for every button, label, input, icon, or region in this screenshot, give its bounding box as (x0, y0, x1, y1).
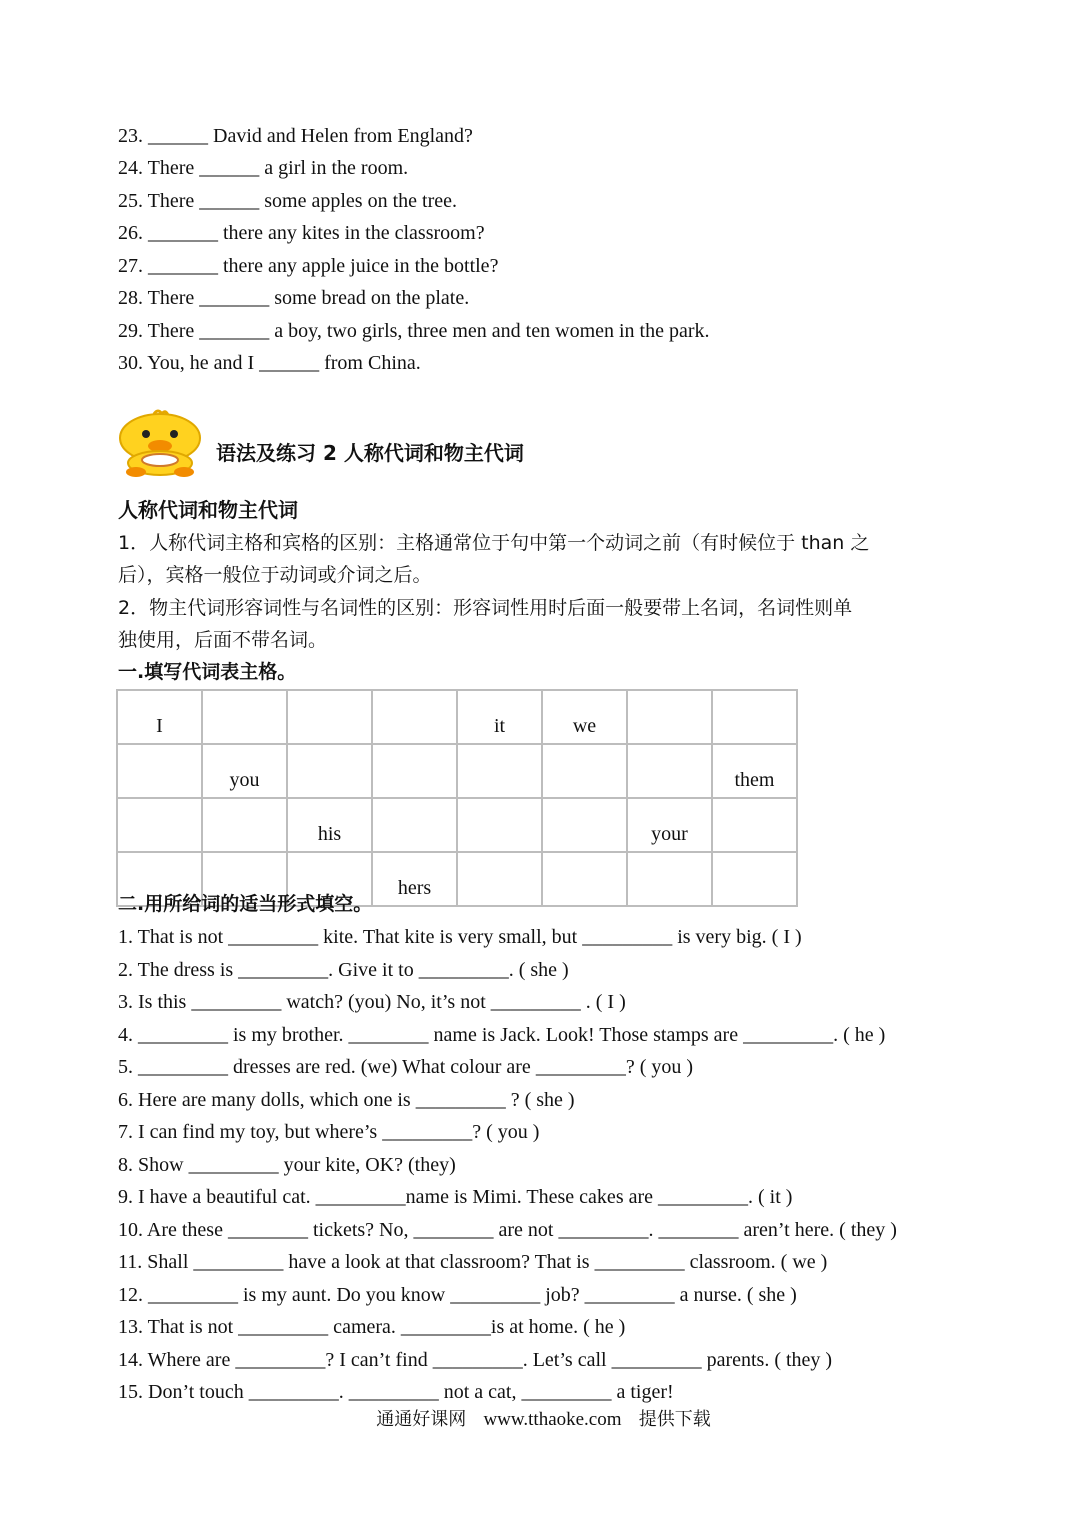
table-cell (202, 690, 287, 744)
exercise-item-6: 6. Here are many dolls, which one is _________ ? ( she ) (118, 1089, 575, 1111)
footer-download-note: 提供下载 (638, 1409, 711, 1430)
table-cell: your (627, 798, 712, 852)
footer-url-link[interactable]: www.tthaoke.com (483, 1409, 622, 1430)
table-cell (287, 690, 372, 744)
table-cell (457, 852, 542, 906)
question-27: 27. _______ there any apple juice in the bottle? (118, 255, 499, 277)
table-cell (457, 744, 542, 798)
exercise-item-10: 10. Are these ________ tickets? No, ________ are not _________. ________ aren’t here. ( they ) (118, 1219, 897, 1241)
exercise-item-9: 9. I have a beautiful cat. _________name is Mimi. These cakes are _________. ( it ) (118, 1186, 793, 1208)
exercise-item-12: 12. _________ is my aunt. Do you know _________ job? _________ a nurse. ( she ) (118, 1284, 797, 1306)
exercise-item-8: 8. Show _________ your kite, OK? (they) (118, 1154, 456, 1176)
question-28: 28. There _______ some bread on the plate. (118, 287, 470, 309)
table-cell: we (542, 690, 627, 744)
table-cell (542, 852, 627, 906)
exercise-item-11: 11. Shall _________ have a look at that classroom? That is _________ classroom. ( we ) (118, 1251, 828, 1273)
table-cell (712, 852, 797, 906)
table-cell (712, 690, 797, 744)
question-24: 24. There ______ a girl in the room. (118, 157, 409, 179)
table-cell (457, 798, 542, 852)
exercise-item-5: 5. _________ dresses are red. (we) What colour are _________? ( you ) (118, 1056, 694, 1078)
table-cell: his (287, 798, 372, 852)
table-cell: hers (372, 852, 457, 906)
note-2-line-1: 2．物主代词形容词性与名词性的区别：形容词性用时后面一般要带上名词，名词性则单 (118, 597, 853, 619)
section-title: 语法及练习 2 人称代词和物主代词 (216, 441, 524, 465)
question-26: 26. _______ there any kites in the classroom? (118, 222, 485, 244)
note-1-line-2: 后），宾格一般位于动词或介词之后。 (118, 564, 432, 586)
exercise-item-4: 4. _________ is my brother. ________ name is Jack. Look! Those stamps are _________. ( he ) (118, 1024, 886, 1046)
table-cell: it (457, 690, 542, 744)
exercise-item-7: 7. I can find my toy, but where’s _________? ( you ) (118, 1121, 540, 1143)
table-cell (542, 798, 627, 852)
table-cell (627, 852, 712, 906)
note-2-line-2: 独使用，后面不带名词。 (118, 629, 328, 651)
page-footer (0, 1408, 1087, 1432)
exercise-item-13: 13. That is not _________ camera. _________is at home. ( he ) (118, 1316, 626, 1338)
table-row (117, 744, 797, 798)
table-row (117, 690, 797, 744)
exercise-item-2: 2. The dress is _________. Give it to _________. ( she ) (118, 959, 569, 981)
table-cell (202, 798, 287, 852)
question-25: 25. There ______ some apples on the tree. (118, 190, 457, 212)
table-cell (627, 690, 712, 744)
exercise-item-14: 14. Where are _________? I can’t find _________. Let’s call _________ parents. ( they ) (118, 1349, 833, 1371)
question-23: 23. ______ David and Helen from England? (118, 125, 473, 147)
table-cell (712, 798, 797, 852)
subsection-heading: 人称代词和物主代词 (118, 498, 298, 522)
table-cell (372, 744, 457, 798)
table-cell (372, 798, 457, 852)
table-cell (372, 690, 457, 744)
question-29: 29. There _______ a boy, two girls, three men and ten women in the park. (118, 320, 710, 342)
exercise-item-15: 15. Don’t touch _________. _________ not a cat, _________ a tiger! (118, 1381, 674, 1403)
table-cell (542, 744, 627, 798)
table-cell: them (712, 744, 797, 798)
table-cell: I (117, 690, 202, 744)
part-2-heading: 二.用所给词的适当形式填空。 (118, 893, 373, 915)
duck-mascot-icon (116, 408, 204, 478)
part-1-heading: 一.填写代词表主格。 (118, 661, 297, 683)
table-cell (117, 798, 202, 852)
table-row (117, 798, 797, 852)
table-cell (287, 744, 372, 798)
note-1-line-1: 1．人称代词主格和宾格的区别：主格通常位于句中第一个动词之前（有时候位于 than 之 (118, 532, 870, 554)
table-cell (627, 744, 712, 798)
table-cell (117, 744, 202, 798)
pronoun-table (116, 689, 798, 907)
table-cell: you (202, 744, 287, 798)
exercise-item-3: 3. Is this _________ watch? (you) No, it’s not _________ . ( I ) (118, 991, 626, 1013)
exercise-item-1: 1. That is not _________ kite. That kite is very small, but _________ is very big. ( I ) (118, 926, 802, 948)
footer-site-name: 通通好课网 (376, 1409, 467, 1430)
question-30: 30. You, he and I ______ from China. (118, 352, 421, 374)
